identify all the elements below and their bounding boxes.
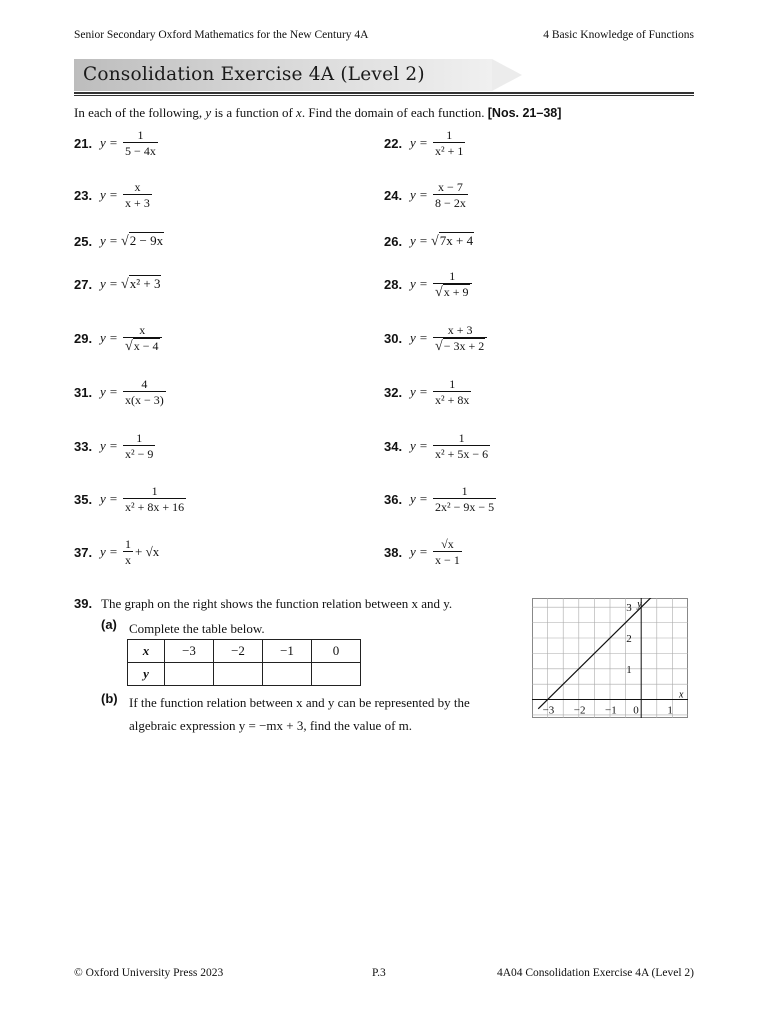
question-36 — [384, 479, 498, 519]
function-expression: y = √2 − 9x — [100, 232, 164, 249]
question-28 — [384, 264, 474, 304]
function-expression: y = $\frac{x}{√x - 4}$ — [100, 323, 164, 354]
question-number: 28. — [384, 276, 403, 292]
footer-section-ref: 4A04 Consolidation Exercise 4A (Level 2) — [496, 967, 694, 979]
function-expression: y = $\frac{x}{x + 3}$ — [100, 180, 150, 210]
fraction: $\frac{1}{√x + 9}$ — [433, 269, 471, 300]
fraction: $\frac{1}{\text{x² + 1}}$ — [435, 128, 464, 158]
question-24 — [384, 175, 470, 215]
running-header-left: Senior Secondary Oxford Mathematics for the New Century 4A — [74, 29, 369, 41]
table-cell-x: −3 — [165, 640, 214, 663]
fraction: $\frac{1}{\text{2x² − 9x − 5}}$ — [435, 484, 495, 514]
question-number: 22. — [384, 135, 403, 151]
fraction: $\frac{x}{x + 3}$ — [125, 180, 150, 210]
table-cell-x: −2 — [214, 640, 263, 663]
function-expression: y = $\frac{4}{x(x - 3)}$ — [100, 377, 164, 407]
section-title: Consolidation Exercise 4A (Level 2) — [83, 64, 425, 85]
function-expression: y = $\frac{x + 3}{√- 3x + 2}$ — [410, 323, 489, 354]
x-tick-label: 0 — [633, 704, 639, 717]
fraction: $\frac{4}{x(x - 3)}$ — [125, 377, 164, 407]
question-number: 26. — [384, 233, 403, 249]
fraction: $\frac{1}{\text{x² + 8x + 16}}$ — [125, 484, 185, 514]
question-25 — [74, 221, 164, 261]
x-tick-label: −2 — [573, 704, 586, 717]
function-graph — [532, 598, 688, 718]
table-header-x: x — [128, 640, 165, 663]
y-tick-label: 1 — [626, 663, 632, 676]
function-expression: y = √7x + 4 — [410, 232, 474, 249]
fraction: $\frac{1}{5 - 4x}$ — [125, 128, 156, 158]
section-banner — [74, 59, 694, 95]
question-29 — [74, 318, 164, 358]
question-number: 31. — [74, 384, 93, 400]
question-34 — [384, 426, 492, 466]
question-number: 38. — [384, 544, 403, 560]
question-number: 35. — [74, 491, 93, 507]
fraction: $\frac{√x}{x - 1}$ — [435, 537, 460, 567]
title-rule — [74, 92, 694, 94]
table-cell-y[interactable] — [263, 663, 312, 686]
function-expression: y = $\frac{1}{x}$ + √x — [100, 537, 160, 567]
question-27 — [74, 264, 161, 304]
table-cell-y[interactable] — [312, 663, 361, 686]
y-tick-label: 2 — [626, 633, 632, 645]
question-number: 27. — [74, 276, 93, 292]
fraction: $\frac{1}{x}$ — [125, 537, 132, 567]
function-expression: y = $\frac{1}{\text{x² + 1}}$ — [410, 128, 464, 158]
y-tick-label: 3 — [626, 602, 632, 615]
fraction: $\frac{x + 3}{√- 3x + 2}$ — [433, 323, 487, 354]
function-expression: y = $\frac{1}{√x + 9}$ — [410, 269, 474, 300]
instructions: In each of the following, y is a function of x. Find the domain of each function. [Nos. 21–38] — [74, 105, 562, 120]
function-expression: y = $\frac{1}{5 - 4x}$ — [100, 128, 156, 158]
question-33 — [74, 426, 157, 466]
question-number: 29. — [74, 330, 93, 346]
question-number: 21. — [74, 135, 93, 151]
function-expression: y = $\frac{1}{\text{2x² − 9x − 5}}$ — [410, 484, 495, 514]
question-31 — [74, 372, 168, 412]
footer-copyright: © Oxford University Press 2023 — [74, 967, 224, 979]
question-39-stem: The graph on the right shows the function relation between x and y. — [101, 596, 453, 611]
question-35 — [74, 479, 188, 519]
question-30 — [384, 318, 489, 358]
table-cell-y[interactable] — [165, 663, 214, 686]
function-expression: y = √x² + 3 — [100, 275, 161, 292]
x-axis-label: x — [679, 689, 684, 701]
x-tick-label: 1 — [667, 704, 673, 717]
footer-page-number: P.3 — [372, 967, 386, 979]
function-expression: y = $\frac{1}{\text{x² + 8x + 16}}$ — [100, 484, 185, 514]
title-rule-thin — [74, 95, 694, 96]
question-number: 37. — [74, 544, 93, 560]
fraction: $\frac{1}{\text{x² + 8x}}$ — [435, 377, 470, 407]
table-cell-y[interactable] — [214, 663, 263, 686]
table-cell-x: −1 — [263, 640, 312, 663]
question-32 — [384, 372, 473, 412]
function-expression: y = $\frac{1}{\text{x² + 8x}}$ — [410, 377, 470, 407]
function-expression: y = $\frac{x - 7}{8 - 2x}$ — [410, 180, 466, 210]
table-header-y: y — [128, 663, 165, 686]
fraction: $\frac{x - 7}{8 - 2x}$ — [435, 180, 466, 210]
fraction: $\frac{1}{\text{x² + 5x − 6}}$ — [435, 431, 489, 461]
question-number: 33. — [74, 438, 93, 454]
question-number: 23. — [74, 187, 93, 203]
question-38 — [384, 532, 464, 572]
table-cell-x: 0 — [312, 640, 361, 663]
running-header-right: 4 Basic Knowledge of Functions — [543, 29, 694, 41]
question-22 — [384, 123, 467, 163]
question-26 — [384, 221, 474, 261]
question-number: 24. — [384, 187, 403, 203]
question-23 — [74, 175, 154, 215]
function-expression: y = $\frac{√x}{x - 1}$ — [410, 537, 460, 567]
question-number: 36. — [384, 491, 403, 507]
x-tick-label: −3 — [542, 704, 555, 717]
question-37 — [74, 532, 159, 572]
question-21 — [74, 123, 160, 163]
x-tick-label: −1 — [605, 704, 617, 717]
fraction: $\frac{1}{\text{x² − 9}}$ — [125, 431, 154, 461]
question-number: 34. — [384, 438, 403, 454]
fraction: $\frac{x}{√x - 4}$ — [123, 323, 161, 354]
y-axis-label: y — [637, 599, 642, 610]
radical: √7x + 4 — [431, 232, 474, 249]
question-number: 30. — [384, 330, 403, 346]
question-range: [Nos. 21–38] — [487, 106, 562, 120]
function-expression: y = $\frac{1}{\text{x² − 9}}$ — [100, 431, 154, 461]
question-number: 25. — [74, 233, 93, 249]
question-number: 32. — [384, 384, 403, 400]
value-table — [127, 639, 361, 686]
radical: √2 − 9x — [121, 232, 164, 249]
function-expression: y = $\frac{1}{\text{x² + 5x − 6}}$ — [410, 431, 489, 461]
radical: √x² + 3 — [121, 275, 161, 292]
